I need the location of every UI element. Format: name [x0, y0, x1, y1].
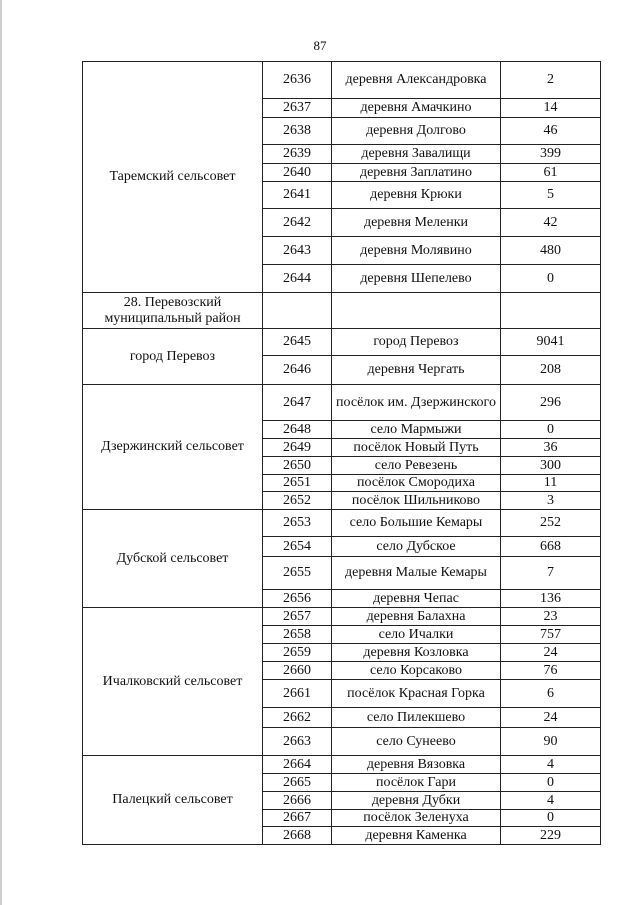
settlement-number-cell: 2637: [263, 99, 332, 118]
settlement-number-cell: 2647: [263, 385, 332, 421]
page-number: 87: [313, 38, 327, 53]
table-row: [83, 608, 601, 626]
population-cell: 480: [501, 237, 601, 265]
settlement-number-cell: 2648: [263, 421, 332, 439]
settlement-name-cell: село Сунеево: [332, 728, 501, 756]
settlement-name-cell: село Мармыжи: [332, 421, 501, 439]
settlement-name-cell: посёлок Красная Горка: [332, 680, 501, 708]
settlement-name-cell: деревня Долгово: [332, 118, 501, 145]
settlement-name-cell: деревня Александровка: [332, 62, 501, 99]
settlements-table: [82, 61, 601, 845]
population-cell: 399: [501, 145, 601, 164]
population-cell: 14: [501, 99, 601, 118]
settlement-number-cell: 2663: [263, 728, 332, 756]
settlement-name-cell: деревня Крюки: [332, 182, 501, 209]
settlement-name-cell: деревня Меленки: [332, 209, 501, 237]
settlement-name-cell: деревня Заплатино: [332, 164, 501, 182]
settlement-number-cell: 2646: [263, 356, 332, 385]
settlement-name-cell: деревня Вязовка: [332, 756, 501, 774]
population-cell: 76: [501, 662, 601, 680]
settlement-name-cell: [332, 293, 501, 329]
settlement-name-cell: город Перевоз: [332, 329, 501, 356]
settlement-number-cell: 2644: [263, 265, 332, 293]
population-cell: 208: [501, 356, 601, 385]
settlements-table-body: [83, 62, 601, 845]
population-cell: 24: [501, 708, 601, 728]
settlement-number-cell: 2658: [263, 626, 332, 644]
settlement-number-cell: 2639: [263, 145, 332, 164]
settlement-number-cell: 2662: [263, 708, 332, 728]
settlement-name-cell: посёлок Зеленуха: [332, 810, 501, 827]
population-cell: 252: [501, 510, 601, 537]
settlement-number-cell: 2643: [263, 237, 332, 265]
settlement-number-cell: 2665: [263, 774, 332, 792]
settlement-number-cell: [263, 293, 332, 329]
municipality-cell: Ичалковский сельсовет: [83, 608, 263, 756]
settlement-name-cell: посёлок Новый Путь: [332, 439, 501, 457]
settlement-name-cell: деревня Шепелево: [332, 265, 501, 293]
settlement-number-cell: 2657: [263, 608, 332, 626]
settlement-number-cell: 2649: [263, 439, 332, 457]
settlement-name-cell: посёлок Шильниково: [332, 492, 501, 510]
population-cell: 36: [501, 439, 601, 457]
settlement-number-cell: 2642: [263, 209, 332, 237]
settlement-name-cell: деревня Завалищи: [332, 145, 501, 164]
table-row: [83, 756, 601, 774]
population-cell: 668: [501, 537, 601, 557]
settlement-number-cell: 2666: [263, 792, 332, 810]
population-cell: 136: [501, 590, 601, 608]
settlement-number-cell: 2668: [263, 827, 332, 845]
settlement-name-cell: деревня Чепас: [332, 590, 501, 608]
population-cell: 11: [501, 475, 601, 492]
population-cell: 6: [501, 680, 601, 708]
settlement-number-cell: 2659: [263, 644, 332, 662]
settlement-name-cell: село Ревезень: [332, 457, 501, 475]
settlement-number-cell: 2641: [263, 182, 332, 209]
settlement-number-cell: 2660: [263, 662, 332, 680]
population-cell: 757: [501, 626, 601, 644]
settlement-number-cell: 2664: [263, 756, 332, 774]
scan-left-edge: [0, 0, 2, 905]
table-row: [83, 329, 601, 356]
settlement-name-cell: деревня Чергать: [332, 356, 501, 385]
municipality-cell: Таремский сельсовет: [83, 62, 263, 293]
settlement-number-cell: 2656: [263, 590, 332, 608]
municipality-cell: Дубской сельсовет: [83, 510, 263, 608]
population-cell: 229: [501, 827, 601, 845]
table-row: [83, 293, 601, 329]
settlement-name-cell: деревня Козловка: [332, 644, 501, 662]
settlement-number-cell: 2645: [263, 329, 332, 356]
settlement-name-cell: деревня Балахна: [332, 608, 501, 626]
population-cell: 42: [501, 209, 601, 237]
population-cell: 4: [501, 792, 601, 810]
population-cell: 24: [501, 644, 601, 662]
municipality-cell: Палецкий сельсовет: [83, 756, 263, 845]
table-row: [83, 510, 601, 537]
population-cell: 9041: [501, 329, 601, 356]
settlement-name-cell: село Ичалки: [332, 626, 501, 644]
settlement-name-cell: посёлок Смородиха: [332, 475, 501, 492]
population-cell: 300: [501, 457, 601, 475]
population-cell: 23: [501, 608, 601, 626]
population-cell: 2: [501, 62, 601, 99]
municipality-cell: Дзержинский сельсовет: [83, 385, 263, 510]
population-cell: 0: [501, 810, 601, 827]
population-cell: 0: [501, 774, 601, 792]
settlement-name-cell: село Большие Кемары: [332, 510, 501, 537]
settlement-name-cell: деревня Малые Кемары: [332, 557, 501, 590]
settlement-name-cell: село Дубское: [332, 537, 501, 557]
settlement-name-cell: посёлок Гари: [332, 774, 501, 792]
population-cell: 0: [501, 421, 601, 439]
settlement-number-cell: 2650: [263, 457, 332, 475]
population-cell: 61: [501, 164, 601, 182]
settlement-number-cell: 2661: [263, 680, 332, 708]
settlement-name-cell: село Корсаково: [332, 662, 501, 680]
settlement-name-cell: деревня Дубки: [332, 792, 501, 810]
population-cell: [501, 293, 601, 329]
settlement-name-cell: посёлок им. Дзержинского: [332, 385, 501, 421]
population-cell: 90: [501, 728, 601, 756]
population-cell: 46: [501, 118, 601, 145]
settlement-number-cell: 2654: [263, 537, 332, 557]
settlement-number-cell: 2651: [263, 475, 332, 492]
population-cell: 4: [501, 756, 601, 774]
population-cell: 296: [501, 385, 601, 421]
population-cell: 0: [501, 265, 601, 293]
settlement-number-cell: 2653: [263, 510, 332, 537]
settlement-number-cell: 2652: [263, 492, 332, 510]
settlement-number-cell: 2638: [263, 118, 332, 145]
municipality-cell: 28. Перевозский муниципальный район: [83, 293, 263, 329]
municipality-cell: город Перевоз: [83, 329, 263, 385]
table-row: [83, 385, 601, 421]
settlement-number-cell: 2636: [263, 62, 332, 99]
settlement-name-cell: деревня Амачкино: [332, 99, 501, 118]
population-cell: 5: [501, 182, 601, 209]
population-cell: 7: [501, 557, 601, 590]
settlement-name-cell: деревня Каменка: [332, 827, 501, 845]
settlement-number-cell: 2655: [263, 557, 332, 590]
table-row: [83, 62, 601, 99]
settlement-number-cell: 2640: [263, 164, 332, 182]
settlement-number-cell: 2667: [263, 810, 332, 827]
population-cell: 3: [501, 492, 601, 510]
settlement-name-cell: деревня Молявино: [332, 237, 501, 265]
settlement-name-cell: село Пилекшево: [332, 708, 501, 728]
